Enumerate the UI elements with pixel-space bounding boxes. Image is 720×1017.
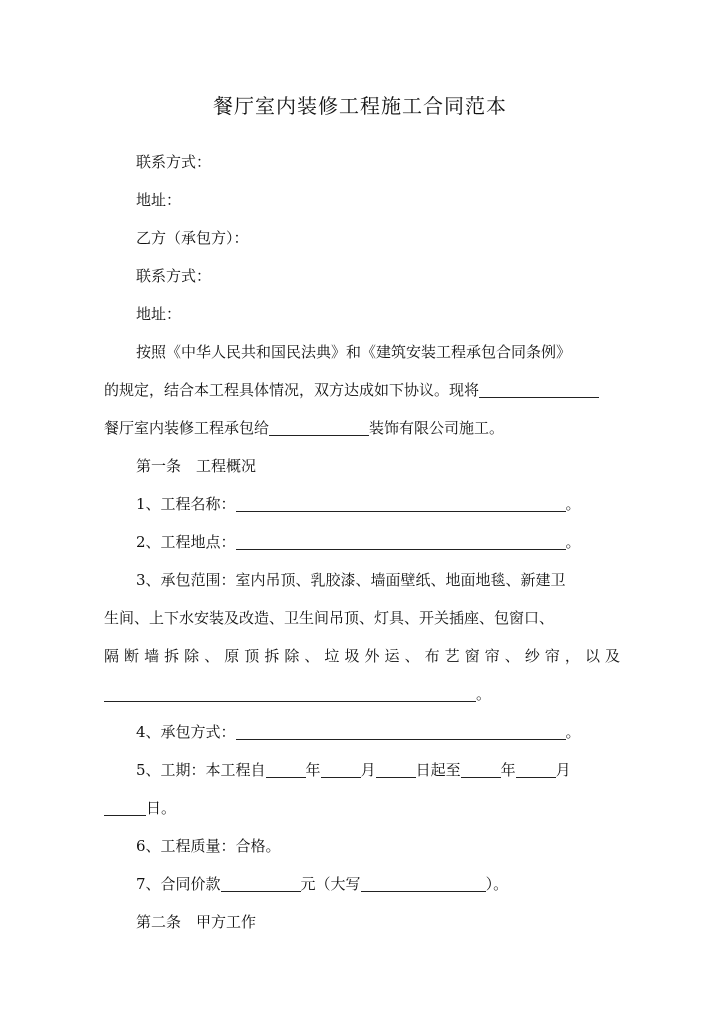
- item-3-line-1: 3、承包范围：室内吊顶、乳胶漆、墙面壁纸、地面地毯、新建卫: [136, 571, 566, 589]
- end-day-blank[interactable]: [104, 801, 146, 816]
- item-quality: 6、工程质量：合格。: [136, 837, 281, 855]
- scope-extra-blank[interactable]: [104, 687, 476, 702]
- price-capital-label: 元（大写: [300, 875, 361, 893]
- item-4-period: 。: [565, 723, 581, 741]
- end-year-blank[interactable]: [461, 763, 501, 778]
- end-day-label: 日。: [146, 799, 177, 817]
- item-contract-price: [136, 874, 620, 894]
- item-project-location: [136, 532, 620, 552]
- contact-method-2: 联系方式：: [136, 267, 212, 285]
- document-title: 餐厅室内装修工程施工合同范本: [213, 94, 507, 118]
- start-day-blank[interactable]: [376, 763, 416, 778]
- party-b-label: 乙方（承包方）：: [136, 229, 249, 247]
- item-1-label: 1、工程名称：: [136, 495, 236, 513]
- project-location-blank[interactable]: [236, 535, 566, 550]
- item-schedule: [136, 760, 620, 780]
- intro-line-2: [104, 380, 620, 400]
- address-1: 地址：: [136, 191, 182, 209]
- project-name-blank[interactable]: [236, 497, 566, 512]
- start-year-label: 年: [305, 761, 321, 779]
- project-blank[interactable]: [479, 383, 599, 398]
- intro-line-3-text: 餐厅室内装修工程承包给: [104, 419, 270, 437]
- item-3-period: 。: [476, 685, 492, 703]
- start-year-blank[interactable]: [266, 763, 306, 778]
- item-4-label: 4、承包方式：: [136, 723, 236, 741]
- end-month-label: 月: [555, 761, 571, 779]
- item-3-line-4: [104, 684, 620, 704]
- start-month-label: 月: [360, 761, 376, 779]
- intro-line-2-text: 的规定，结合本工程具体情况，双方达成如下协议。现将: [104, 381, 480, 399]
- item-3-line-3: 隔断墙拆除、原顶拆除、垃圾外运、布艺窗帘、纱帘，以及: [104, 647, 620, 665]
- item-project-name: [136, 494, 620, 514]
- item-2-period: 。: [565, 533, 581, 551]
- contract-mode-blank[interactable]: [236, 725, 566, 740]
- intro-line-3-end: 装饰有限公司施工。: [369, 419, 505, 437]
- end-year-label: 年: [500, 761, 516, 779]
- price-capital-blank[interactable]: [361, 877, 486, 892]
- item-2-label: 2、工程地点：: [136, 533, 236, 551]
- article-1-heading: 第一条 工程概况: [136, 457, 257, 475]
- intro-line-3: [104, 418, 620, 438]
- contact-method-1: 联系方式：: [136, 153, 212, 171]
- item-schedule-cont: [104, 798, 620, 818]
- article-2-heading: 第二条 甲方工作: [136, 913, 257, 931]
- price-end: ）。: [485, 875, 509, 893]
- item-contract-mode: [136, 722, 620, 742]
- end-month-blank[interactable]: [516, 763, 556, 778]
- start-month-blank[interactable]: [321, 763, 361, 778]
- item-7-label: 7、合同价款: [136, 875, 221, 893]
- intro-line-1: 按照《中华人民共和国民法典》和《建筑安装工程承包合同条例》: [136, 343, 572, 361]
- price-blank[interactable]: [221, 877, 301, 892]
- contractor-blank[interactable]: [269, 421, 369, 436]
- start-day-label: 日起至: [415, 761, 461, 779]
- item-1-period: 。: [565, 495, 581, 513]
- address-2: 地址：: [136, 305, 182, 323]
- item-3-line-2: 生间、上下水安装及改造、卫生间吊顶、灯具、开关插座、包窗口、: [104, 609, 555, 627]
- item-5-label: 5、工期：本工程自: [136, 761, 266, 779]
